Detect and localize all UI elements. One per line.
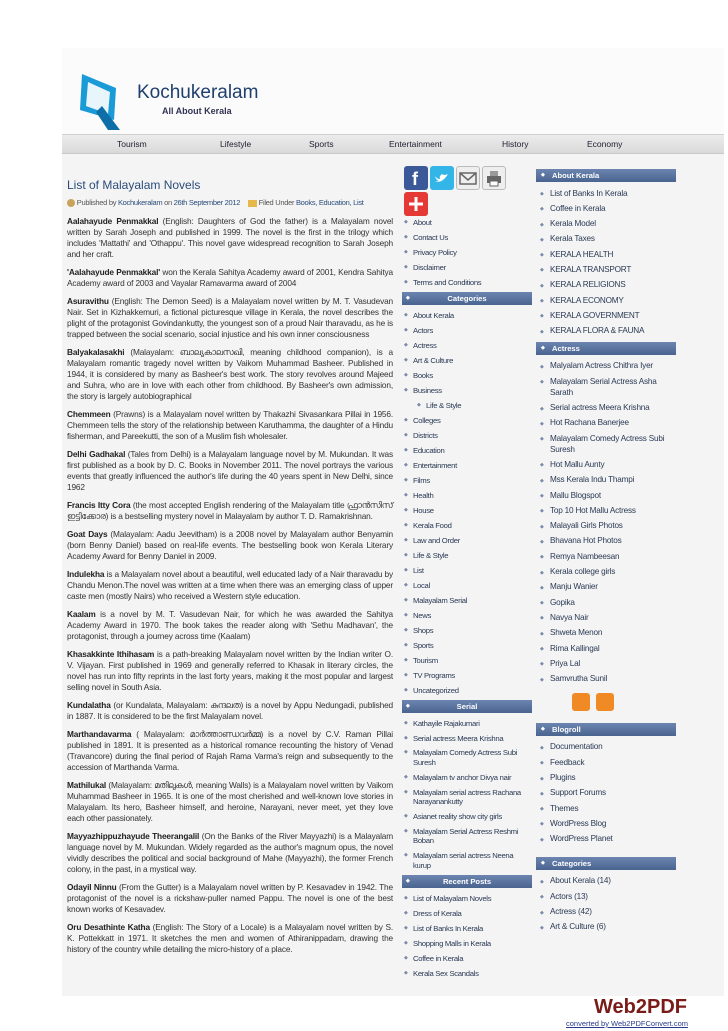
actress-link[interactable]: ◆ Malayalam Serial Actress Asha Sarath	[536, 374, 676, 400]
actress-link[interactable]: ◆ Manju Wanier	[536, 580, 676, 595]
web2pdf-footer	[560, 996, 728, 1031]
page-link[interactable]: ◆ Terms and Conditions	[402, 276, 532, 291]
blogroll-list	[536, 740, 676, 847]
post-paragraph	[67, 296, 393, 340]
actress-link[interactable]: ◆ Gopika	[536, 595, 676, 610]
web2pdf-logo[interactable]: Web2PDF	[594, 996, 687, 1018]
post-paragraph	[67, 347, 393, 402]
serial-list	[402, 717, 532, 874]
blogroll-link[interactable]: ◆ Documentation	[536, 740, 676, 755]
actress-link[interactable]: ◆ Top 10 Hot Mallu Actress	[536, 503, 676, 518]
kochukeralam-logo-icon[interactable]	[74, 70, 124, 132]
nav-economy[interactable]: Economy	[587, 139, 623, 149]
novel-description: (English: Daughters of God the father) is a Malayalam novel written by Sarah Joseph and published in 1999. The novel is the first in the trilogy which includes 'Mattathi' and 'Othappu'. This novel gave widespread recognition to Sarah Joseph and her craft.	[67, 216, 393, 259]
category-link[interactable]: ◆ Sports	[402, 639, 532, 654]
actress-link[interactable]: ◆ Malayalam Comedy Actress Subi Suresh	[536, 431, 676, 457]
about-kerala-link[interactable]: ◆ KERALA GOVERNMENT	[536, 308, 676, 323]
actress-link[interactable]: ◆ Hot Mallu Aunty	[536, 457, 676, 472]
actress-list	[536, 359, 676, 687]
novel-description: is a path-breaking Malayalam novel written by the Indian writer O. V. Vijayan. First published in 1969 and generally referred to Khasak in literary circles, the novel has run into fifty reprints in the last forty years, making it the most popular and largest selling novel in South Asia.	[67, 649, 393, 692]
post-paragraph	[67, 569, 393, 602]
about-kerala-link[interactable]: ◆ KERALA RELIGIONS	[536, 278, 676, 293]
blogroll-link[interactable]: ◆ Plugins	[536, 771, 676, 786]
post-paragraph	[67, 922, 393, 955]
blogroll-link[interactable]: ◆ Themes	[536, 801, 676, 816]
actress-title: ◆ Actress	[536, 342, 676, 355]
share-bar	[402, 166, 506, 214]
post-categories[interactable]: Books, Education, List	[295, 198, 364, 207]
category-link[interactable]: ◆ News	[402, 609, 532, 624]
actress-link[interactable]: ◆ Mss Kerala Indu Thampi	[536, 473, 676, 488]
rss-comments-icon[interactable]	[596, 693, 614, 711]
novel-name: Delhi Gadhakal	[67, 449, 126, 459]
post-title[interactable]: List of Malayalam Novels	[67, 178, 201, 192]
post-meta	[67, 198, 364, 207]
category-link[interactable]: ◆ House	[402, 504, 532, 519]
post-paragraph	[67, 780, 393, 824]
novel-name: Aalahayude Penmakkal	[67, 216, 159, 226]
email-icon[interactable]	[456, 166, 480, 190]
nav-tourism[interactable]: Tourism	[117, 139, 147, 149]
meta-on-label: on	[164, 198, 172, 207]
novel-description: ( Malayalam: മാർത്താണ്ഡവർമ്മ) is a novel by C.V. Raman Pillai published in 1891. It is presented as a historical romance recounting the history of Venad (Travancore) during the final period of Rajah Rama Varma's reign and subsequently to the accession of Marthanda Varma.	[67, 729, 393, 772]
site-header	[62, 48, 724, 134]
post-paragraph	[67, 649, 393, 693]
recent-post-link[interactable]: ◆ List of Malayalam Novels	[402, 892, 532, 907]
site-tagline: All About Kerala	[162, 106, 232, 116]
site-title[interactable]: Kochukeralam	[137, 82, 259, 103]
category-link[interactable]: ◆ Tourism	[402, 654, 532, 669]
category-link[interactable]: ◆ Shops	[402, 624, 532, 639]
novel-description: (English: The Demon Seed) is a Malayalam novel written by M. T. Vasudevan Nair. Set in Kizhakkemuri, a fictional picturesque village in Kerala, the novel describes the plight of the protagonist Govindankutty, the youngest son of a proud Nair tharavadu, as he is trapped between the social scenario, social injustice and his own inner consciousness	[67, 296, 393, 339]
actress-link[interactable]: ◆ Hot Rachana Banerjee	[536, 416, 676, 431]
category-link[interactable]: ◆ Actors	[402, 324, 532, 339]
novel-name: Francis Itty Cora	[67, 500, 131, 510]
categories2-title: ◆ Categories	[536, 857, 676, 870]
nav-entertainment[interactable]: Entertainment	[389, 139, 442, 149]
novel-description: (Tales from Delhi) is a Malayalam language novel by M. Mukundan. It was first published as a book by D. C. Books in November 2011. The novel portrays the various events that greatly influenced the author's life during the 40 years spent in New Delhi, since 1962	[67, 449, 393, 492]
recent-post-link[interactable]: ◆ List of Banks In Kerala	[402, 922, 532, 937]
page-link[interactable]: ◆ About	[402, 216, 532, 231]
category-link[interactable]: ◆ Art & Culture	[402, 354, 532, 369]
post-paragraph	[67, 729, 393, 773]
post-paragraph	[67, 267, 393, 289]
novel-description: is a Malayalam novel about a beautiful, well educated lady of a Nair tharavadu by Chandu Menon.The novel was written at a time when there was an emerging class of upper caste men (mostly Nairs) who received a Western style education.	[67, 569, 393, 601]
novel-description: won the Kerala Sahitya Academy award of 2001, Kendra Sahitya Academy award of 2003 and Vayalar Ramavarma award of 2004	[67, 267, 393, 288]
actress-link[interactable]: ◆ Shweta Menon	[536, 626, 676, 641]
novel-description: (the most accepted English rendering of the Malayalam title ഫ്രാൻസിസ് ഇട്ടിക്കോര) is a bestselling mystery novel in Malayalam by author T. D. Ramakrishnan.	[67, 500, 393, 521]
rss-bar	[536, 691, 676, 717]
blogroll-link[interactable]: ◆ WordPress Planet	[536, 832, 676, 847]
novel-name: Asuravithu	[67, 296, 109, 306]
page-link[interactable]: ◆ Contact Us	[402, 231, 532, 246]
category-count-link[interactable]: ◆ Art & Culture (6)	[536, 920, 676, 935]
post-content	[67, 156, 397, 996]
actress-link[interactable]: ◆ Priya Lal	[536, 656, 676, 671]
novel-name: Balyakalasakhi	[67, 347, 125, 357]
novel-name: Chemmeen	[67, 409, 111, 419]
author-icon	[67, 199, 75, 207]
about-kerala-link[interactable]: ◆ Coffee in Kerala	[536, 201, 676, 216]
serial-link[interactable]: ◆ Malayalam serial actress Rachana Narayanankutty	[402, 786, 532, 810]
about-kerala-link[interactable]: ◆ Kerala Model	[536, 217, 676, 232]
post-paragraph	[67, 409, 393, 442]
about-kerala-link[interactable]: ◆ KERALA HEALTH	[536, 247, 676, 262]
actress-link[interactable]: ◆ Malyalam Actress Chithra Iyer	[536, 359, 676, 374]
category-link[interactable]: ◆ Law and Order	[402, 534, 532, 549]
category-link[interactable]: ◆ List	[402, 564, 532, 579]
serial-link[interactable]: ◆ Malayalam tv anchor Divya nair	[402, 771, 532, 786]
facebook-icon[interactable]	[404, 166, 428, 190]
about-kerala-link[interactable]: ◆ KERALA TRANSPORT	[536, 262, 676, 277]
category-link[interactable]: ◆ Colleges	[402, 414, 532, 429]
blogroll-link[interactable]: ◆ Feedback	[536, 755, 676, 770]
recent-post-link[interactable]: ◆ Dress of Kerala	[402, 907, 532, 922]
novel-description: (or Kundalata, Malayalam: കുന്ദലത) is a novel by Appu Nedungadi, published in 1887. It is considered to be the first Malayalam novel.	[67, 700, 393, 721]
category-link[interactable]: ◆ TV Programs	[402, 669, 532, 684]
novel-name: Goat Days	[67, 529, 108, 539]
novel-name: 'Aalahayude Penmakkal'	[67, 267, 161, 277]
post-paragraph	[67, 529, 393, 562]
novel-name: Kundalatha	[67, 700, 111, 710]
folder-icon	[248, 200, 257, 207]
recent-post-link[interactable]: ◆ Coffee in Kerala	[402, 952, 532, 967]
novel-name: Marthandavarma	[67, 729, 132, 739]
post-body	[67, 216, 393, 962]
category-count-link[interactable]: ◆ Actress (42)	[536, 905, 676, 920]
meta-published-label: Published by	[76, 198, 117, 207]
category-count-link[interactable]: ◆ Actors (13)	[536, 889, 676, 904]
plus-share-icon[interactable]	[404, 192, 428, 216]
novel-description: is a novel by M. T. Vasudevan Nair, for which he was awarded the Sahitya Academy Award in 1970. The book takes the reader along with 'Sethu Madhavan', the protagonist, through a journey across time (Kaalam)	[67, 609, 393, 641]
pages-list	[402, 216, 532, 291]
category-link[interactable]: ◆ Actress	[402, 339, 532, 354]
category-link[interactable]: ◆ Life & Style	[402, 399, 532, 414]
novel-description: (Malayalam: ബാല്യകാലസഖി, meaning childhood companion), is a Malayalam romantic tragedy novel written by Vaikom Muhammad Basheer. Published in 1944, it is considered by many as Basheer's best work. The story revolves around Majeed and Suhra, who are in love with each other from childhood. By Basheer's own admission, the story is largely autobiographical	[67, 347, 393, 401]
serial-link[interactable]: ◆ Kathayile Rajakumari	[402, 717, 532, 732]
serial-widget-title: ◆ Serial	[402, 700, 532, 713]
serial-link[interactable]: ◆ Serial actress Meera Krishna	[402, 732, 532, 747]
web2pdf-link[interactable]: converted by Web2PDFConvert.com	[566, 1019, 688, 1028]
actress-link[interactable]: ◆ Bhavana Hot Photos	[536, 534, 676, 549]
post-paragraph	[67, 449, 393, 493]
about-kerala-title: ◆ About Kerala	[536, 169, 676, 182]
novel-description: (On the Banks of the River Mayyazhi) is a Malayalam language novel by M. Mukundan. Widely regarded as the author's magnum opus, the novel vividly describes the political and social background of Mahe (Mayyazhi), the former French colony, in the past, in a mystical way.	[67, 831, 393, 874]
recent-post-link[interactable]: ◆ Shopping Malls in Kerala	[402, 937, 532, 952]
svg-text:f: f	[412, 169, 418, 189]
category-link[interactable]: ◆ Books	[402, 369, 532, 384]
categories-widget-title: ◆ Categories	[402, 292, 532, 305]
meta-filed-label: Filed Under	[258, 198, 295, 207]
main-nav	[62, 134, 724, 154]
actress-link[interactable]: ◆ Mallu Blogspot	[536, 488, 676, 503]
category-link[interactable]: ◆ About Kerala	[402, 309, 532, 324]
novel-description: (From the Gutter) is a Malayalam novel written by P. Kesavadev in 1942. The protagonist of the novel is a rickshaw-puller named Pappu. The novel is one of the best known works of Kesavadev.	[67, 882, 393, 914]
author-link[interactable]: Kochukeralam	[117, 198, 163, 207]
categories-count-list	[536, 874, 676, 935]
actress-link[interactable]: ◆ Kerala college girls	[536, 565, 676, 580]
actress-link[interactable]: ◆ Serial actress Meera Krishna	[536, 401, 676, 416]
novel-description: (English: The Story of a Locale) is a Malayalam novel written by S. K. Pottekkatt in 1971. It sketches the men and women of Athiranippadam, drawing the history of the country while detailing the micro-history of a place.	[67, 922, 393, 954]
novel-name: Indulekha	[67, 569, 105, 579]
recent-posts-title: ◆ Recent Posts	[402, 875, 532, 888]
category-link[interactable]: ◆ Films	[402, 474, 532, 489]
serial-link[interactable]: ◆ Malayalam Comedy Actress Subi Suresh	[402, 746, 532, 770]
post-paragraph	[67, 882, 393, 915]
recent-post-link[interactable]: ◆ Kerala Sex Scandals	[402, 967, 532, 982]
serial-link[interactable]: ◆ Asianet reality show city girls	[402, 810, 532, 825]
actress-link[interactable]: ◆ Samvrutha Sunil	[536, 672, 676, 687]
category-link[interactable]: ◆ Malayalam Serial	[402, 594, 532, 609]
category-link[interactable]: ◆ Local	[402, 579, 532, 594]
post-paragraph	[67, 831, 393, 875]
category-link[interactable]: ◆ Business	[402, 384, 532, 399]
novel-description: (Prawns) is a Malayalam novel written by Thakazhi Sivasankara Pillai in 1956. Chemmeen tells the story of the relationship between Karuthamma, the daughter of a Hindu fisherman, and Pareekutti, the son of a Muslim fish wholesaler.	[67, 409, 393, 441]
novel-name: Odayil Ninnu	[67, 882, 117, 892]
page	[62, 48, 724, 996]
about-kerala-list	[536, 186, 676, 339]
novel-description: (Malayalam: മതിലുകൾ, meaning Walls) is a Malayalam novel written by Vaikom Muhammad Basheer in 1965. It is one of the most cherished and well-known love stories in Malayalam. Its hero, Basheer himself, and heroine, Narayani, never meet, yet they love each other passionately.	[67, 780, 393, 823]
post-paragraph	[67, 500, 393, 522]
recent-posts-list	[402, 892, 532, 982]
novel-description: (Malayalam: Aadu Jeevitham) is a 2008 novel by Malayalam author Benyamin (born Benny Daniel) based on real-life events. The bestselling book won Kerala Literary Academy Award for Benny Daniel in 2009.	[67, 529, 393, 561]
post-date[interactable]: 26th September 2012	[173, 198, 241, 207]
post-paragraph	[67, 609, 393, 642]
category-link[interactable]: ◆ Uncategorized	[402, 684, 532, 699]
post-paragraph	[67, 216, 393, 260]
nav-history[interactable]: History	[502, 139, 529, 149]
about-kerala-link[interactable]: ◆ List of Banks In Kerala	[536, 186, 676, 201]
about-kerala-link[interactable]: ◆ KERALA FLORA & FAUNA	[536, 324, 676, 339]
category-link[interactable]: ◆ Districts	[402, 429, 532, 444]
about-kerala-link[interactable]: ◆ KERALA ECONOMY	[536, 293, 676, 308]
category-link[interactable]: ◆ Kerala Food	[402, 519, 532, 534]
post-paragraph	[67, 700, 393, 722]
actress-link[interactable]: ◆ Malayali Girls Photos	[536, 519, 676, 534]
right-sidebar	[536, 166, 676, 996]
category-link[interactable]: ◆ Health	[402, 489, 532, 504]
novel-name: Kaalam	[67, 609, 96, 619]
twitter-icon[interactable]	[430, 166, 454, 190]
blogroll-title: ◆ Blogroll	[536, 723, 676, 736]
nav-lifestyle[interactable]: Lifestyle	[220, 139, 252, 149]
about-kerala-link[interactable]: ◆ Kerala Taxes	[536, 232, 676, 247]
category-link[interactable]: ◆ Entertainment	[402, 459, 532, 474]
page-link[interactable]: ◆ Privacy Policy	[402, 246, 532, 261]
category-link[interactable]: ◆ Life & Style	[402, 549, 532, 564]
middle-sidebar	[402, 216, 532, 996]
page-link[interactable]: ◆ Disclaimer	[402, 261, 532, 276]
novel-name: Khasakkinte Ithihasam	[67, 649, 155, 659]
categories-list	[402, 309, 532, 699]
category-link[interactable]: ◆ Education	[402, 444, 532, 459]
actress-link[interactable]: ◆ Navya Nair	[536, 610, 676, 625]
category-count-link[interactable]: ◆ About Kerala (14)	[536, 874, 676, 889]
actress-link[interactable]: ◆ Rima Kallingal	[536, 641, 676, 656]
actress-link[interactable]: ◆ Remya Nambeesan	[536, 549, 676, 564]
novel-name: Mayyazhippuzhayude Theerangalil	[67, 831, 200, 841]
print-icon[interactable]	[482, 166, 506, 190]
rss-icon[interactable]	[572, 693, 590, 711]
novel-name: Mathilukal	[67, 780, 107, 790]
nav-sports[interactable]: Sports	[309, 139, 334, 149]
serial-link[interactable]: ◆ Malayalam Serial Actress Reshmi Boban	[402, 825, 532, 849]
blogroll-link[interactable]: ◆ Support Forums	[536, 786, 676, 801]
blogroll-link[interactable]: ◆ WordPress Blog	[536, 816, 676, 831]
serial-link[interactable]: ◆ Malayalam serial actress Neena kurup	[402, 849, 532, 873]
novel-name: Oru Desathinte Katha	[67, 922, 150, 932]
